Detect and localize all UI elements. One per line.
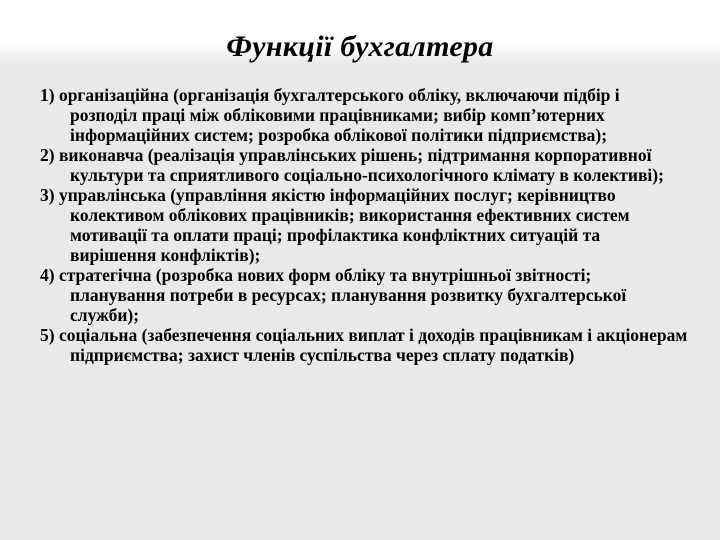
list-item-managerial: 3) управлінська (управління якістю інформаційних послуг; керівництво колективом облікових працівників; використання ефективних систем мотивації та оплати праці; профілактика конфліктних ситуацій та вирішення конфліктів); — [40, 185, 630, 265]
list-item-strategic: 4) стратегічна (розробка нових форм обліку та внутрішньої звітності; планування потреби в ресурсах; планування розвитку бухгалтерської служби); — [40, 265, 627, 325]
functions-list — [40, 85, 690, 365]
slide-title: Функції бухгалтера — [226, 30, 494, 63]
list-item-social: 5) соціальна (забезпечення соціальних виплат і доходів працівникам і акціонерам підприємства; захист членів суспільства через сплату податків) — [40, 325, 688, 365]
list-item-organizational: 1) організаційна (організація бухгалтерського обліку, включаючи підбір і розподіл праці між обліковими працівниками; вибір комп’ютерних інформаційних систем; розробка облікової політики підприємства); — [40, 85, 620, 145]
list-item-executive: 2) виконавча (реалізація управлінських рішень; підтримання корпоративної культури та сприятливого соціально-психологічного клімату в колективі); — [40, 145, 664, 185]
